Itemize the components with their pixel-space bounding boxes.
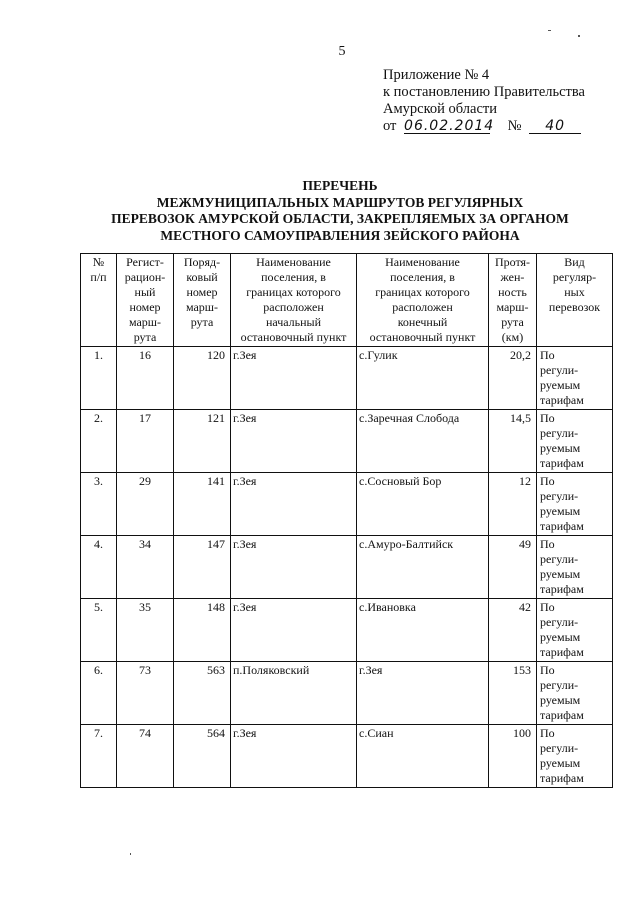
header-line: ность [498,285,527,299]
header-line: № [92,255,105,269]
cell-order-number: 141 [174,473,231,536]
title-line: МЕЖМУНИЦИПАЛЬНЫХ МАРШРУТОВ РЕГУЛЯРНЫХ [156,194,524,210]
header-line: остановочный пункт [240,330,347,344]
table-row [81,473,613,536]
header-num [81,254,117,347]
header-start-point [231,254,357,347]
cell-num: 4. [81,536,117,599]
table-row [81,662,613,725]
annex-block [383,67,585,135]
header-line: расположен [392,300,453,314]
cell-num: 3. [81,473,117,536]
cell-start-point: г.Зея [231,347,357,410]
kind-line: По [540,663,555,677]
cell-reg-number: 16 [117,347,174,410]
kind-line: тарифам [540,645,584,659]
kind-line: руемым [540,693,581,707]
cell-order-number: 564 [174,725,231,788]
cell-num: 2. [81,410,117,473]
header-line: (км) [501,330,524,344]
kind-line: руемым [540,756,581,770]
cell-reg-number: 35 [117,599,174,662]
cell-transport-kind [537,536,613,599]
kind-line: регули- [540,741,579,755]
cell-start-point: п.Поляковский [231,662,357,725]
kind-line: тарифам [540,582,584,596]
header-line: перевозок [548,300,601,314]
header-line: поселения, в [390,270,455,284]
document-title [60,178,620,244]
scan-speck [130,853,131,855]
kind-line: руемым [540,630,581,644]
cell-reg-number: 34 [117,536,174,599]
kind-line: руемым [540,567,581,581]
header-line: жен- [500,270,525,284]
annex-region: Амурской области [383,101,497,117]
header-line: регуляр- [552,270,597,284]
header-line: Наименование [256,255,331,269]
header-reg-number [117,254,174,347]
header-order-number [174,254,231,347]
cell-end-point: с.Сосновый Бор [357,473,489,536]
header-line: марш- [185,300,219,314]
kind-line: регули- [540,552,579,566]
kind-line: регули- [540,363,579,377]
cell-end-point: с.Гулик [357,347,489,410]
table-row [81,599,613,662]
date-prefix: от [383,118,397,134]
cell-reg-number: 29 [117,473,174,536]
cell-start-point: г.Зея [231,599,357,662]
table-row [81,410,613,473]
header-line: ковый [186,270,218,284]
header-line: рута [133,330,157,344]
header-line: поселения, в [261,270,326,284]
table-row [81,347,613,410]
header-line: конечный [397,315,448,329]
annex-title: Приложение № 4 [383,67,490,83]
cell-length: 49 [489,536,537,599]
kind-line: регули- [540,678,579,692]
annex-date-line [383,118,585,135]
cell-end-point: с.Амуро-Балтийск [357,536,489,599]
cell-reg-number: 73 [117,662,174,725]
kind-line: По [540,537,555,551]
cell-order-number: 120 [174,347,231,410]
cell-transport-kind [537,599,613,662]
kind-line: регули- [540,489,579,503]
cell-length: 153 [489,662,537,725]
kind-line: регули- [540,615,579,629]
cell-num: 6. [81,662,117,725]
date-value: 06.02.2014 [404,118,495,134]
header-transport-kind [537,254,613,347]
header-line: остановочный пункт [369,330,476,344]
kind-line: руемым [540,378,581,392]
kind-line: тарифам [540,771,584,785]
number-value: 40 [529,119,581,134]
header-line: ный [134,285,156,299]
kind-line: руемым [540,504,581,518]
header-line: начальный [265,315,322,329]
title-line: МЕСТНОГО САМОУПРАВЛЕНИЯ ЗЕЙСКОГО РАЙОНА [160,227,520,243]
header-line: Поряд- [183,255,221,269]
header-length [489,254,537,347]
cell-transport-kind [537,662,613,725]
header-line: рута [190,315,214,329]
header-line: рацион- [124,270,166,284]
cell-reg-number: 17 [117,410,174,473]
cell-length: 14,5 [489,410,537,473]
cell-end-point: с.Заречная Слобода [357,410,489,473]
cell-transport-kind [537,410,613,473]
header-line: расположен [263,300,324,314]
kind-line: По [540,348,555,362]
kind-line: руемым [540,441,581,455]
cell-order-number: 147 [174,536,231,599]
cell-order-number: 148 [174,599,231,662]
kind-line: тарифам [540,393,584,407]
header-line: Наименование [385,255,460,269]
kind-line: По [540,600,555,614]
header-line: границах которого [246,285,341,299]
title-line: ПЕРЕЧЕНЬ [302,178,378,193]
cell-start-point: г.Зея [231,410,357,473]
header-line: Протя- [494,255,531,269]
cell-end-point: с.Ивановка [357,599,489,662]
kind-line: тарифам [540,519,584,533]
routes-table [80,253,613,788]
cell-start-point: г.Зея [231,725,357,788]
cell-end-point: с.Сиан [357,725,489,788]
header-line: границах которого [375,285,470,299]
header-line: ных [564,285,585,299]
cell-start-point: г.Зея [231,473,357,536]
table-header-row [81,254,613,347]
number-prefix: № [507,118,522,134]
cell-transport-kind [537,347,613,410]
cell-num: 5. [81,599,117,662]
kind-line: По [540,411,555,425]
cell-length: 12 [489,473,537,536]
cell-num: 1. [81,347,117,410]
table-row [81,536,613,599]
cell-order-number: 121 [174,410,231,473]
table-row [81,725,613,788]
cell-length: 20,2 [489,347,537,410]
header-line: Вид [564,255,585,269]
kind-line: тарифам [540,456,584,470]
header-line: номер [129,300,161,314]
page-number: 5 [338,44,346,59]
header-line: марш- [128,315,162,329]
scan-speck [578,35,580,37]
cell-num: 7. [81,725,117,788]
cell-reg-number: 74 [117,725,174,788]
kind-line: тарифам [540,708,584,722]
cell-end-point: г.Зея [357,662,489,725]
cell-length: 100 [489,725,537,788]
title-line: ПЕРЕВОЗОК АМУРСКОЙ ОБЛАСТИ, ЗАКРЕПЛЯЕМЫХ ЗА ОРГАНОМ [111,211,569,226]
cell-transport-kind [537,473,613,536]
header-line: п/п [90,270,107,284]
annex-ref: к постановлению Правительства [383,84,585,100]
header-line: номер [186,285,218,299]
header-line: Регист- [126,255,164,269]
kind-line: регули- [540,426,579,440]
cell-start-point: г.Зея [231,536,357,599]
kind-line: По [540,726,555,740]
cell-transport-kind [537,725,613,788]
header-end-point [357,254,489,347]
header-line: рута [501,315,524,329]
cell-order-number: 563 [174,662,231,725]
header-line: марш- [496,300,529,314]
cell-length: 42 [489,599,537,662]
kind-line: По [540,474,555,488]
scan-speck [548,30,551,31]
